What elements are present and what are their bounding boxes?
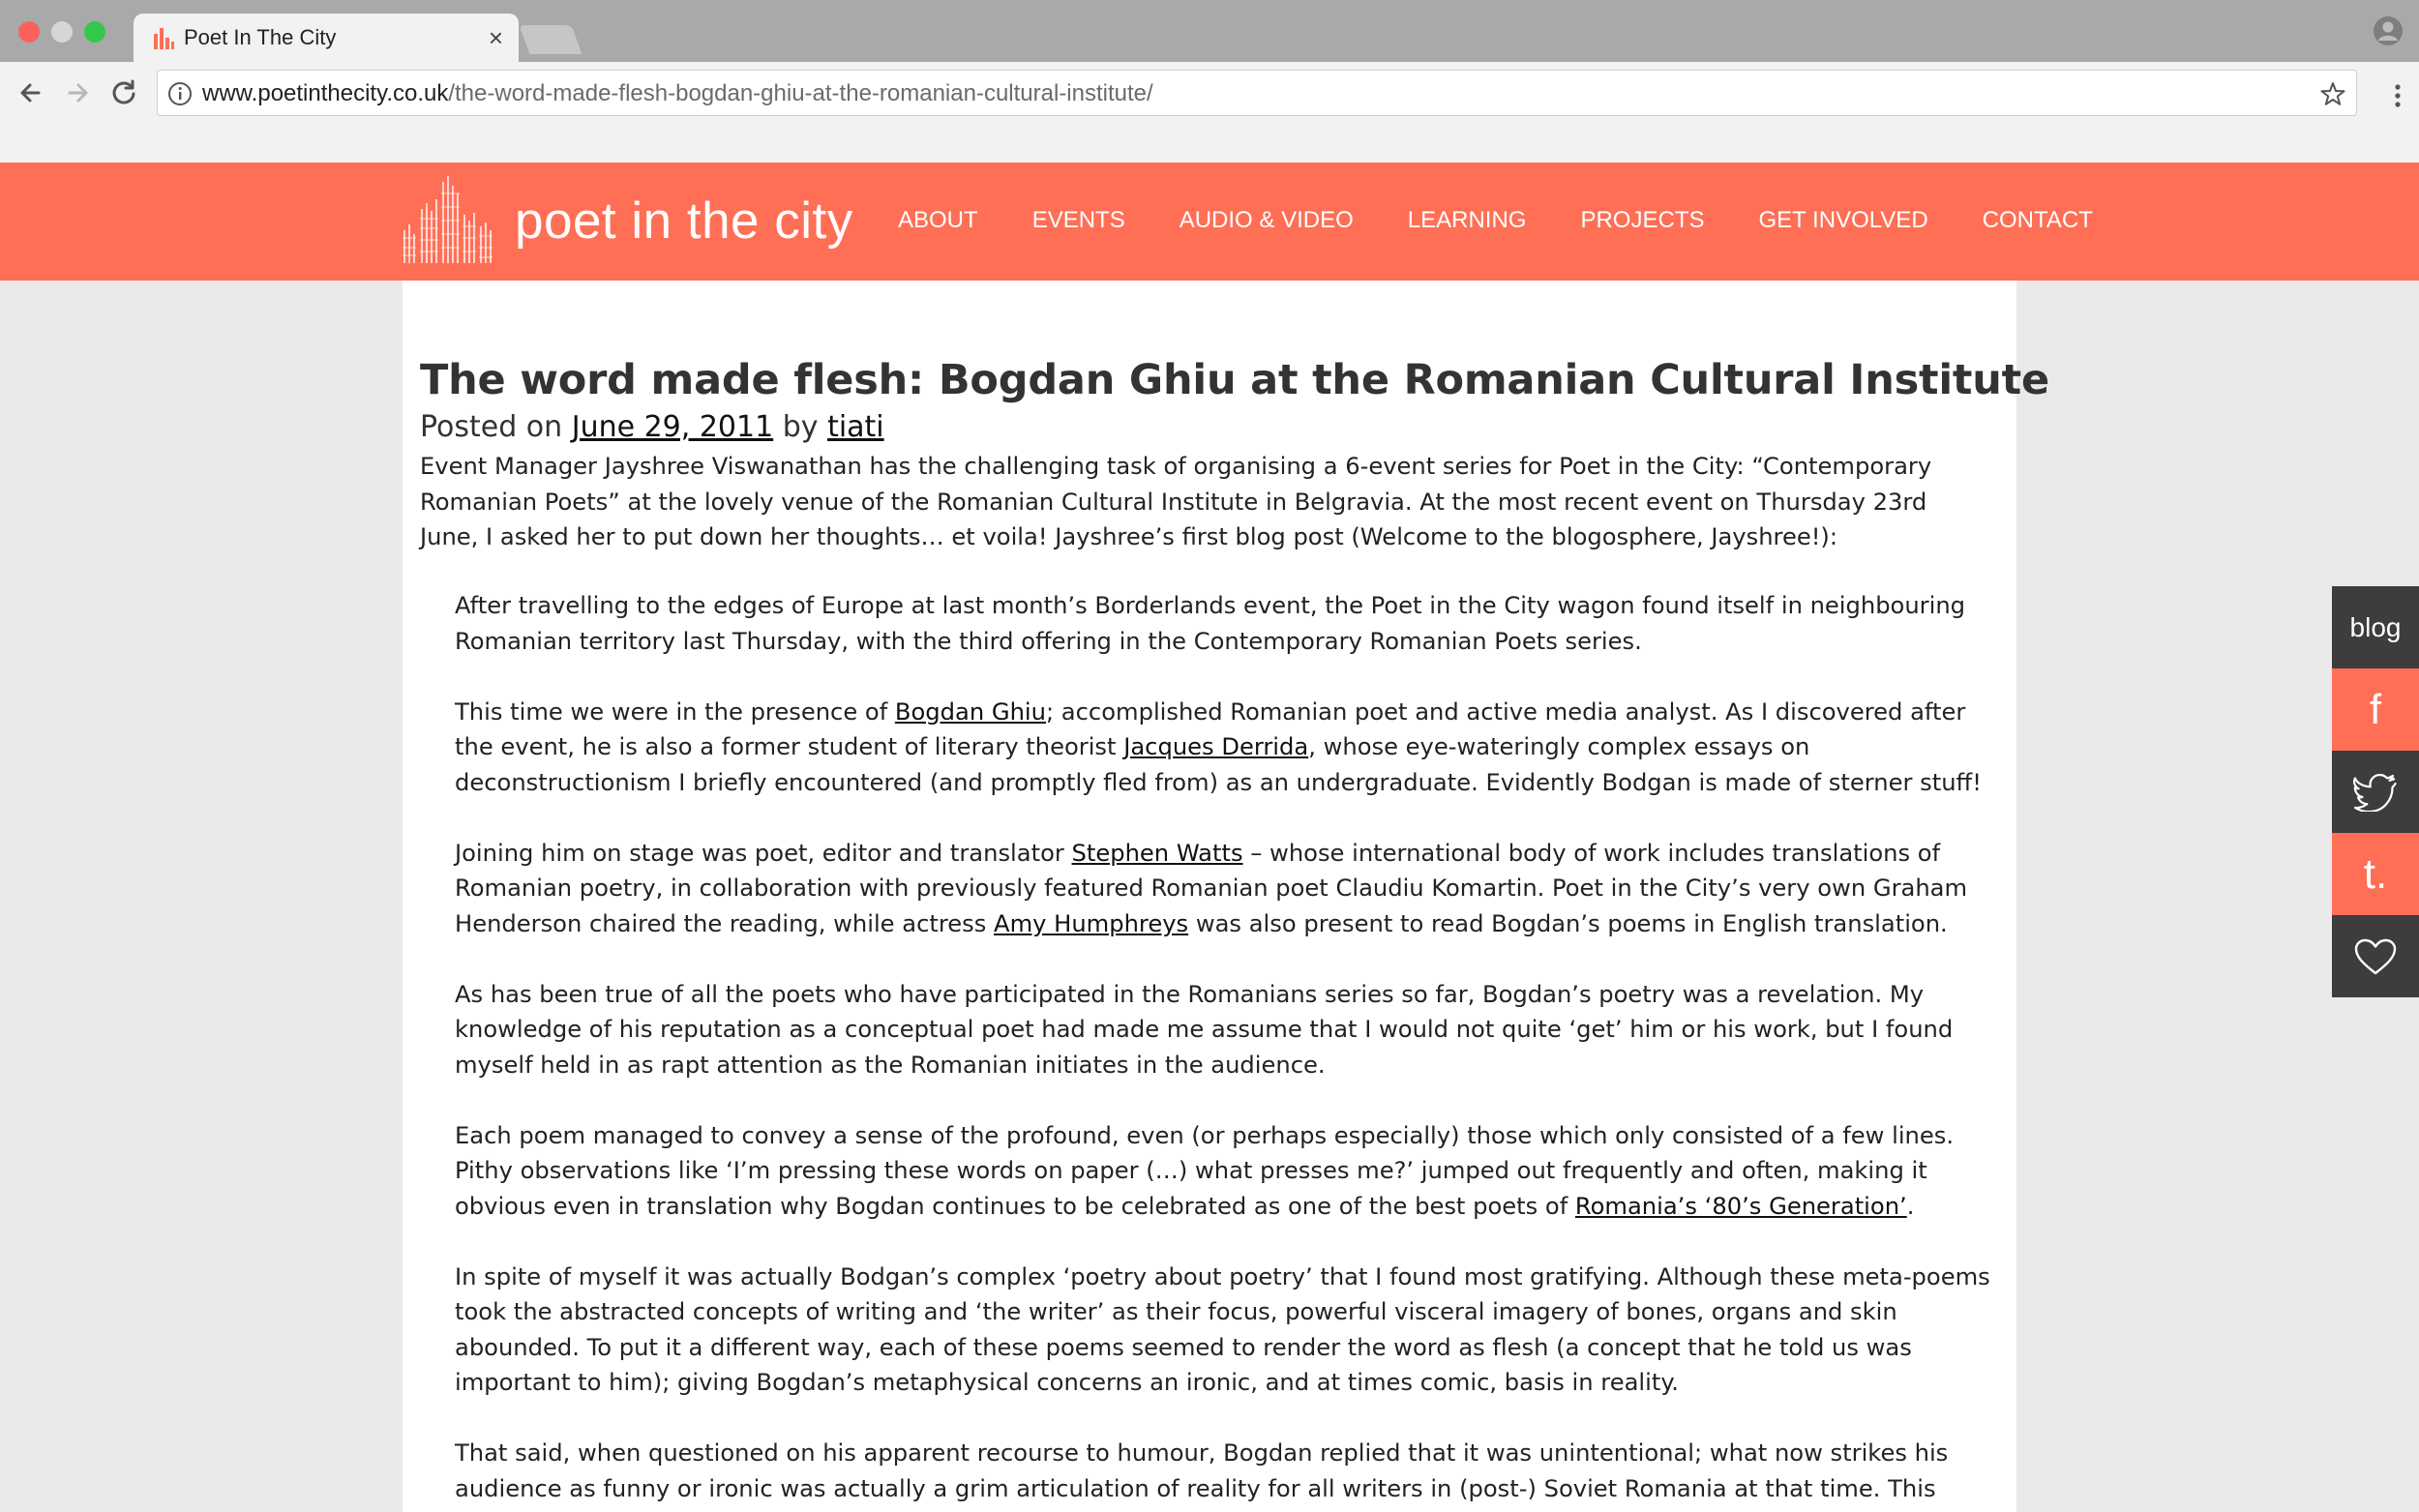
favourite-button[interactable] bbox=[2332, 915, 2419, 997]
bogdan-ghiu-link[interactable]: Bogdan Ghiu bbox=[894, 697, 1046, 726]
facebook-icon: f bbox=[2369, 685, 2382, 733]
nav-events[interactable]: EVENTS bbox=[1031, 207, 1125, 233]
site-logo-text[interactable]: poet in the city bbox=[515, 193, 853, 250]
profile-icon[interactable] bbox=[2373, 15, 2404, 46]
tab-close-button[interactable]: × bbox=[488, 23, 503, 52]
site-header bbox=[0, 163, 2419, 281]
url-text[interactable] bbox=[202, 80, 1153, 107]
blog-button[interactable] bbox=[2332, 586, 2419, 668]
nav-about[interactable]: ABOUT bbox=[898, 207, 978, 233]
author-link[interactable]: tiati bbox=[827, 410, 884, 444]
info-icon[interactable] bbox=[167, 81, 193, 106]
post-intro: Event Manager Jayshree Viswanathan has the challenging task of organising a 6-event series for Poet in the City: “Contemporary Romanian Poets” at the lovely venue of the Romanian Cultural Institute in Belgravia. At the most recent event on Thursday 23rd June, I asked her to put down her thoughts… et voila! Jayshree’s first blog post (Welcome to the blogosphere, Jayshree!): bbox=[420, 453, 1932, 550]
paragraph-5 bbox=[455, 1118, 1997, 1225]
paragraph-3 bbox=[455, 836, 1997, 942]
paragraph-4: As has been true of all the poets who have participated in the Romanians series so far, Bogdan’s poetry was a revelation. My knowledge of his reputation as a conceptual poet had made me assume that I would not quite ‘get’ him or his work, but I found myself held in as rapt attention as the Romanian initiates in the audience. bbox=[455, 980, 1954, 1079]
address-bar[interactable] bbox=[157, 70, 2357, 116]
browser-tab-active[interactable] bbox=[134, 14, 519, 62]
blockquote bbox=[455, 588, 1997, 1512]
nav-projects[interactable]: PROJECTS bbox=[1580, 207, 1705, 233]
stephen-watts-link[interactable]: Stephen Watts bbox=[1071, 839, 1243, 867]
browser-menu-icon[interactable] bbox=[2386, 81, 2409, 110]
favicon-icon bbox=[151, 26, 176, 51]
paragraph-2-text-a: This time we were in the presence of bbox=[455, 697, 895, 726]
paragraph-7: That said, when questioned on his apparent recourse to humour, Bogdan replied that it was unintentional; what now strikes his audience as funny or ironic was actually a grim articulation of reality for all writers in (post-) Soviet Romania at that time. This bbox=[455, 1439, 1949, 1502]
bookmark-star-icon[interactable] bbox=[2319, 80, 2346, 107]
nav-audio-video[interactable]: AUDIO & VIDEO bbox=[1179, 207, 1354, 233]
twitter-button[interactable] bbox=[2332, 751, 2419, 833]
tumblr-button[interactable] bbox=[2332, 833, 2419, 915]
post-date-link[interactable]: June 29, 2011 bbox=[571, 410, 774, 444]
post-meta bbox=[420, 410, 884, 444]
url-path: /the-word-made-flesh-bogdan-ghiu-at-the-romanian-cultural-institute/ bbox=[448, 80, 1153, 106]
paragraph-3-text-a: Joining him on stage was poet, editor and translator bbox=[455, 839, 1072, 867]
new-tab-button[interactable] bbox=[520, 25, 582, 54]
maximize-window-button[interactable] bbox=[84, 21, 105, 43]
url-host: www.poetinthecity.co.uk bbox=[202, 80, 449, 106]
paragraph-6: In spite of myself it was actually Bodgan’s complex ‘poetry about poetry’ that I found most gratifying. Although these meta-poems took the abstracted concepts of writing and ‘the writer’ as their focus, powerful visceral imagery of bones, organs and skin abounded. To put it a different way, each of these poems seemed to render the word as flesh (a concept that he told us was important to him); giving Bogdan’s metaphysical concerns an ironic, and at times comic, basis in reality. bbox=[455, 1262, 1990, 1396]
reload-icon[interactable] bbox=[105, 74, 143, 112]
browser-toolbar bbox=[0, 62, 2419, 163]
posted-on-label: Posted on bbox=[420, 410, 572, 444]
paragraph-3-text-b: – whose international body of work includes translations of Romanian poetry, in collaboration with previously featured Romanian poet Claudiu Komartin. Poet in the City’s very own Graham Henderson chaired the reading, while actress bbox=[455, 839, 1968, 937]
paragraph-2-text-c: , whose eye-wateringly complex essays on deconstructionism I briefly encountered (and promptly fled from) as an undergraduate. Evidently Bodgan is made of sterner stuff! bbox=[455, 733, 1982, 796]
minimize-window-button[interactable] bbox=[51, 21, 73, 43]
twitter-icon bbox=[2353, 773, 2398, 812]
close-window-button[interactable] bbox=[18, 21, 40, 43]
blog-label: blog bbox=[2349, 611, 2402, 642]
jacques-derrida-link[interactable]: Jacques Derrida bbox=[1123, 733, 1309, 760]
by-label: by bbox=[773, 410, 828, 444]
social-sidebar bbox=[2332, 586, 2419, 997]
paragraph-2-text-b: ; accomplished Romanian poet and active media analyst. As I discovered after the event, he is also a former student of literary theorist bbox=[455, 697, 1966, 760]
tumblr-icon: t. bbox=[2363, 849, 2388, 898]
heart-icon bbox=[2353, 937, 2398, 976]
post-title: The word made flesh: Bogdan Ghiu at the Romanian Cultural Institute bbox=[420, 356, 2049, 404]
tab-title: Poet In The City bbox=[184, 25, 337, 49]
paragraph-2 bbox=[455, 695, 1997, 801]
amy-humphreys-link[interactable]: Amy Humphreys bbox=[994, 909, 1189, 937]
main-navigation bbox=[898, 207, 2093, 234]
paragraph-3-text-c: was also present to read Bogdan’s poems in English translation. bbox=[1188, 909, 1948, 937]
browser-titlebar bbox=[0, 0, 2419, 62]
paragraph-1: After travelling to the edges of Europe at last month’s Borderlands event, the Poet in the City wagon found itself in neighbouring Romanian territory last Thursday, with the third offering in the Contemporary Romanian Poets series. bbox=[455, 592, 1966, 655]
romanias-80s-generation-link[interactable]: Romania’s ‘80’s Generation’ bbox=[1574, 1192, 1907, 1220]
paragraph-5-text-b: . bbox=[1906, 1192, 1915, 1220]
city-logo-icon[interactable] bbox=[401, 170, 495, 267]
back-arrow-icon[interactable] bbox=[12, 74, 50, 112]
facebook-button[interactable] bbox=[2332, 668, 2419, 751]
nav-get-involved[interactable]: GET INVOLVED bbox=[1758, 207, 1928, 233]
post-content bbox=[403, 281, 2049, 1512]
nav-learning[interactable]: LEARNING bbox=[1407, 207, 1527, 233]
forward-arrow-icon[interactable] bbox=[58, 74, 97, 112]
nav-contact[interactable]: CONTACT bbox=[1982, 207, 2093, 233]
paragraph-5-text-a: Each poem managed to convey a sense of the profound, even (or perhaps especially) those which only consisted of a few lines. Pithy observations like ‘I’m pressing these words on paper (…) what presses me?’ jumped out frequently and often, making it obvious even in translation why Bogdan continues to be celebrated as one of the best poets of bbox=[455, 1121, 1955, 1220]
